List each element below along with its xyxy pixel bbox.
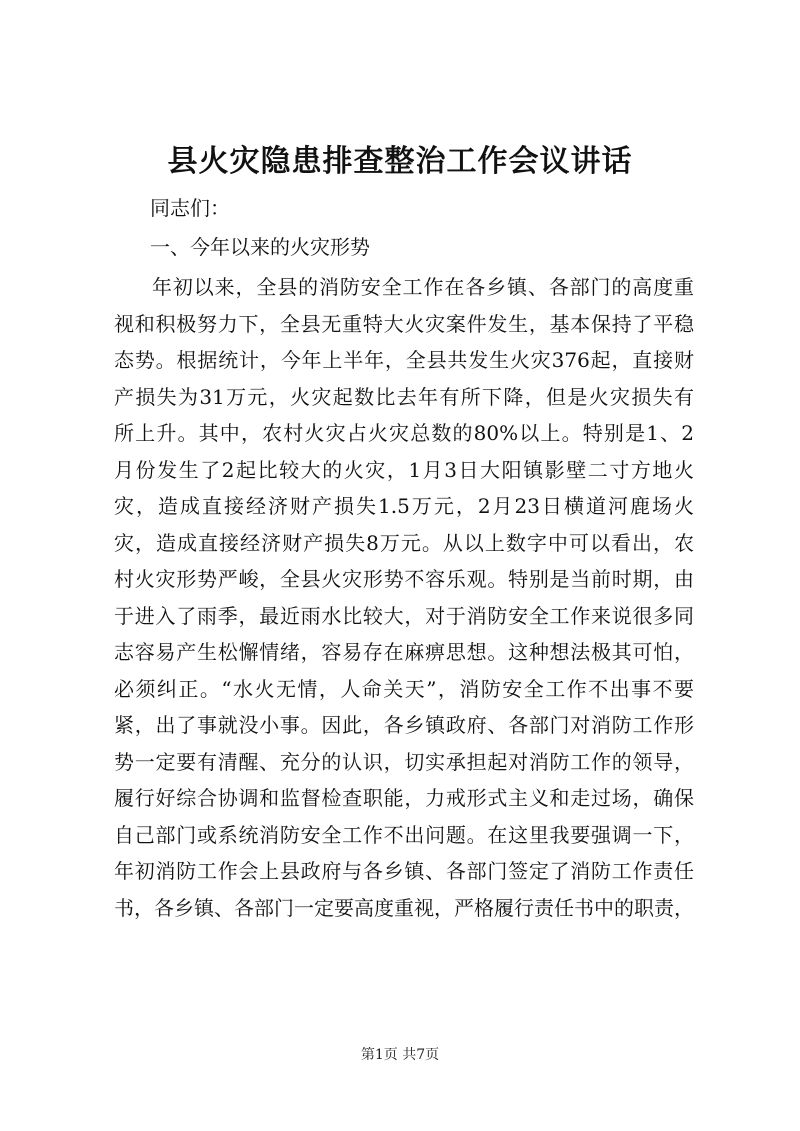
paragraph-line: 紧，出了事就没小事。因此，各乡镇政府、各部门对消防工作形 [114,713,694,737]
paragraph-line: 书，各乡镇、各部门一定要高度重视，严格履行责任书中的职责， [114,895,694,920]
paragraph-line: 灾，造成直接经济财产损失8万元。从以上数字中可以看出，农 [114,530,694,555]
document-title: 县火灾隐患排查整治工作会议讲话 [167,144,633,179]
paragraph-line: 履行好综合协调和监督检查职能，力戒形式主义和走过场，确保 [114,786,694,810]
paragraph-line: 产损失为31万元，火灾起数比去年有所下降，但是火灾损失有 [114,384,694,409]
paragraph-line: 月份发生了2起比较大的火灾，1月3日大阳镇影壁二寸方地火 [114,457,694,482]
body-paragraph [114,269,694,926]
paragraph-line: 灾，造成直接经济财产损失1.5万元，2月23日横道河鹿场火 [114,494,694,518]
section-heading: 一、今年以来的火灾形势 [150,235,370,259]
paragraph-line: 村火灾形势严峻，全县火灾形势不容乐观。特别是当前时期，由 [114,567,694,591]
paragraph-line: 志容易产生松懈情绪，容易存在麻痹思想。这种想法极其可怕， [114,640,694,664]
salutation: 同志们： [150,196,230,220]
paragraph-line: 势一定要有清醒、充分的认识，切实承担起对消防工作的领导， [114,749,694,774]
paragraph-line: 态势。根据统计，今年上半年，全县共发生火灾376起，直接财 [114,348,694,372]
paragraph-line: 年初以来，全县的消防安全工作在各乡镇、各部门的高度重 [152,275,694,299]
paragraph-line: 于进入了雨季，最近雨水比较大，对于消防安全工作来说很多同 [114,603,694,628]
paragraph-line: 自己部门或系统消防安全工作不出问题。在这里我要强调一下， [114,822,694,847]
paragraph-line: 所上升。其中，农村火灾占火灾总数的80%以上。特别是1、2 [114,421,694,445]
paragraph-line: 必须纠正。“水火无情，人命关天”，消防安全工作不出事不要 [114,676,694,701]
page-indicator: 第1页 共7页 [360,1047,440,1063]
paragraph-line: 视和积极努力下，全县无重特大火灾案件发生，基本保持了平稳 [114,311,694,336]
paragraph-line: 年初消防工作会上县政府与各乡镇、各部门签定了消防工作责任 [114,859,694,883]
